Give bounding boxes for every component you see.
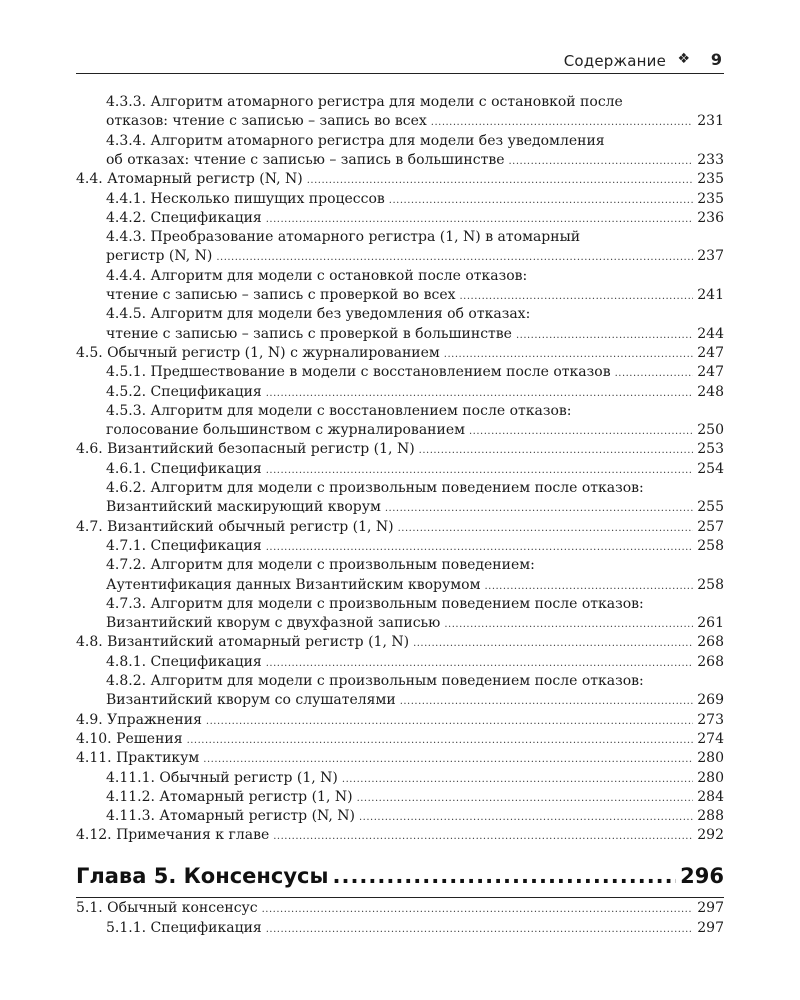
leader-dots [413, 638, 693, 649]
toc-entry [76, 789, 724, 809]
toc-entry-page: 247 [697, 364, 724, 381]
toc-entry-page: 268 [697, 653, 724, 670]
toc-entry-text: 4.10. Решения [76, 730, 183, 747]
toc-entry [76, 920, 724, 940]
toc-entry-page: 284 [697, 788, 724, 805]
toc-entry-text: 4.11.1. Обычный регистр (1, N) [106, 769, 338, 786]
leader-dots [509, 156, 694, 167]
leader-dots [266, 388, 694, 399]
toc-entry-page: 273 [697, 711, 724, 728]
toc-entry-text: 4.11. Практикум [76, 750, 200, 767]
toc-entry-text: 4.11.2. Атомарный регистр (1, N) [106, 788, 353, 805]
toc-entry [76, 441, 724, 461]
leader-dots [307, 175, 694, 186]
toc-entry [76, 808, 724, 828]
toc-entry [76, 596, 724, 616]
toc-entry-text: 4.7. Византийский обычный регистр (1, N) [76, 518, 394, 535]
toc-entry-page: 237 [697, 248, 724, 265]
toc-entry-text: 4.6.1. Спецификация [106, 460, 262, 477]
toc-entry-page: 248 [697, 383, 724, 400]
leader-dots [273, 831, 693, 842]
toc-entry-text: Византийский маскирующий кворум [106, 499, 381, 516]
toc-entry [76, 306, 724, 326]
toc-entry [76, 712, 724, 732]
toc-entry-text: 4.7.3. Алгоритм для модели с произвольным поведением после отказов: [106, 595, 644, 612]
page-number: 9 [710, 50, 722, 69]
toc-entry [76, 384, 724, 404]
toc-entry-text: 4.3.3. Алгоритм атомарного регистра для модели с остановкой после [106, 94, 623, 110]
toc-entry [76, 268, 724, 288]
leader-dots [262, 904, 694, 915]
toc-entry-page: 250 [697, 422, 724, 439]
toc-entry-text: об отказах: чтение с записью – запись в большинстве [106, 151, 505, 168]
leader-dots [385, 503, 693, 514]
toc-entry-page: 269 [697, 692, 724, 709]
chapter-page: 296 [680, 864, 724, 888]
toc-entry-text: 4.6.2. Алгоритм для модели с произвольным поведением после отказов: [106, 480, 644, 496]
toc-entry-text: чтение с записью – запись с проверкой в большинстве [106, 325, 512, 342]
chapter-divider [76, 897, 724, 898]
toc-entry [76, 634, 724, 654]
leader-dots [615, 368, 694, 379]
toc-entry [76, 345, 724, 365]
toc-entry [76, 94, 724, 114]
leader-dots [342, 774, 693, 785]
toc-entry-text: 4.5. Обычный регистр (1, N) с журналированием [76, 344, 440, 361]
toc-entry-text: Аутентификация данных Византийским кворумом [106, 576, 481, 593]
toc-entry-page: 236 [697, 209, 724, 226]
toc-entry [76, 326, 724, 346]
toc-entry-page: 292 [697, 827, 724, 844]
toc-entry [76, 519, 724, 539]
toc-entry-page: 297 [697, 919, 724, 936]
toc-entry [76, 750, 724, 770]
toc-entry [76, 731, 724, 751]
toc-entry-page: 235 [697, 190, 724, 207]
toc-entry-page: 258 [697, 576, 724, 593]
chapter-heading [76, 864, 724, 894]
chapter-title: Глава 5. Консенсусы [76, 864, 329, 888]
toc-entry [76, 461, 724, 481]
toc-entry [76, 403, 724, 423]
toc-entry [76, 191, 724, 211]
toc-entry-text: 4.7.1. Спецификация [106, 537, 262, 554]
toc-entry [76, 900, 724, 920]
toc-entry [76, 827, 724, 847]
toc-entry [76, 499, 724, 519]
leader-dots [419, 445, 694, 456]
toc-entry [76, 538, 724, 558]
leader-dots [266, 658, 694, 669]
diamond-ornament-icon: ❖ [677, 51, 690, 67]
leader-dots [431, 117, 693, 128]
leader-dots [187, 735, 694, 746]
toc-entry-text: 4.9. Упражнения [76, 711, 202, 728]
leader-dots [516, 330, 693, 341]
toc-entry-page: 244 [697, 325, 724, 342]
toc-entry [76, 113, 724, 133]
toc-entry-text: 4.5.1. Предшествование в модели с восстановлением после отказов [106, 364, 611, 381]
toc-entry-text: 4.12. Примечания к главе [76, 827, 270, 844]
running-header [76, 50, 724, 72]
leader-dots [206, 716, 693, 727]
toc-entry-page: 297 [697, 900, 724, 916]
toc-entry [76, 577, 724, 597]
leader-dots [460, 291, 694, 302]
toc-entry [76, 152, 724, 172]
toc-entry-text: 4.8. Византийский атомарный регистр (1, N) [76, 634, 410, 651]
toc-entry-page: 257 [697, 518, 724, 535]
chapter-leader-dots [332, 864, 676, 888]
toc-entry-page: 280 [697, 750, 724, 767]
toc-entry-page: 288 [697, 808, 724, 825]
toc-entry-page: 268 [697, 634, 724, 651]
toc-entry [76, 364, 724, 384]
toc-entry [76, 171, 724, 191]
leader-dots [357, 793, 694, 804]
leader-dots [266, 214, 694, 225]
toc-entry [76, 673, 724, 693]
toc-entry-text: 4.4.4. Алгоритм для модели с остановкой после отказов: [106, 267, 528, 284]
leader-dots [203, 754, 693, 765]
toc-entry-text: 4.6. Византийский безопасный регистр (1, N) [76, 441, 415, 458]
toc-entry-text: 4.5.2. Спецификация [106, 383, 262, 400]
toc-entry [76, 287, 724, 307]
toc-entry-page: 247 [697, 344, 724, 361]
toc-entry-text: 4.4.1. Несколько пишущих процессов [106, 190, 385, 207]
leader-dots [444, 619, 693, 630]
toc-entry-page: 254 [697, 460, 724, 477]
toc-entry-text: 4.11.3. Атомарный регистр (N, N) [106, 808, 355, 825]
toc-entry-text: 4.4. Атомарный регистр (N, N) [76, 171, 303, 188]
leader-dots [359, 812, 693, 823]
leader-dots [216, 252, 693, 263]
toc-entry [76, 654, 724, 674]
toc-entry [76, 422, 724, 442]
toc-entry-text: 5.1.1. Спецификация [106, 919, 262, 936]
toc-entry-text: 4.8.2. Алгоритм для модели с произвольным поведением после отказов: [106, 673, 644, 689]
toc-entry-text: 4.3.4. Алгоритм атомарного регистра для модели без уведомления [106, 132, 605, 149]
toc-entry-page: 233 [697, 151, 724, 168]
toc-entry [76, 615, 724, 635]
toc-entry [76, 692, 724, 712]
leader-dots [444, 349, 693, 360]
toc-entry [76, 210, 724, 230]
toc-entry [76, 480, 724, 500]
toc-entry-page: 280 [697, 769, 724, 786]
toc-entry-page: 255 [697, 499, 724, 516]
toc-entry-text: регистр (N, N) [106, 248, 213, 265]
running-header-title: Содержание [563, 52, 666, 70]
toc-entry-page: 261 [697, 615, 724, 632]
toc-entry-text: 4.8.1. Спецификация [106, 653, 262, 670]
toc-entry-text: 4.4.2. Спецификация [106, 209, 262, 226]
toc-entry-text: 4.5.3. Алгоритм для модели с восстановлением после отказов: [106, 402, 572, 419]
toc-entry-page: 235 [697, 171, 724, 188]
header-divider [76, 73, 724, 74]
leader-dots [469, 426, 693, 437]
toc-entry [76, 133, 724, 153]
leader-dots [266, 542, 694, 553]
leader-dots [484, 581, 693, 592]
toc-entry-text: голосование большинством с журналированием [106, 422, 465, 439]
toc-entry-page: 274 [697, 730, 724, 747]
toc-entry-page: 258 [697, 537, 724, 554]
toc-entry-text: 4.7.2. Алгоритм для модели с произвольным поведением: [106, 557, 535, 574]
toc-entry-text: Византийский кворум с двухфазной записью [106, 615, 441, 632]
toc-entry-text: 5.1. Обычный консенсус [76, 900, 258, 916]
leader-dots [266, 924, 694, 935]
toc-entry [76, 248, 724, 268]
toc-entry-text: 4.4.5. Алгоритм для модели без уведомления об отказах: [106, 306, 531, 323]
toc-entry-text: чтение с записью – запись с проверкой во всех [106, 287, 456, 303]
toc-entry-page: 241 [697, 287, 724, 303]
toc-entry [76, 557, 724, 577]
toc-entry [76, 229, 724, 249]
leader-dots [266, 465, 694, 476]
toc-entry-text: Византийский кворум со слушателями [106, 692, 396, 709]
toc-entry-page: 231 [697, 113, 724, 130]
toc-entry-page: 253 [697, 441, 724, 458]
leader-dots [398, 523, 694, 534]
leader-dots [400, 696, 694, 707]
leader-dots [389, 195, 693, 206]
toc-entry-text: отказов: чтение с записью – запись во всех [106, 113, 427, 130]
toc-entry-text: 4.4.3. Преобразование атомарного регистра (1, N) в атомарный [106, 229, 581, 246]
toc-entry [76, 770, 724, 790]
